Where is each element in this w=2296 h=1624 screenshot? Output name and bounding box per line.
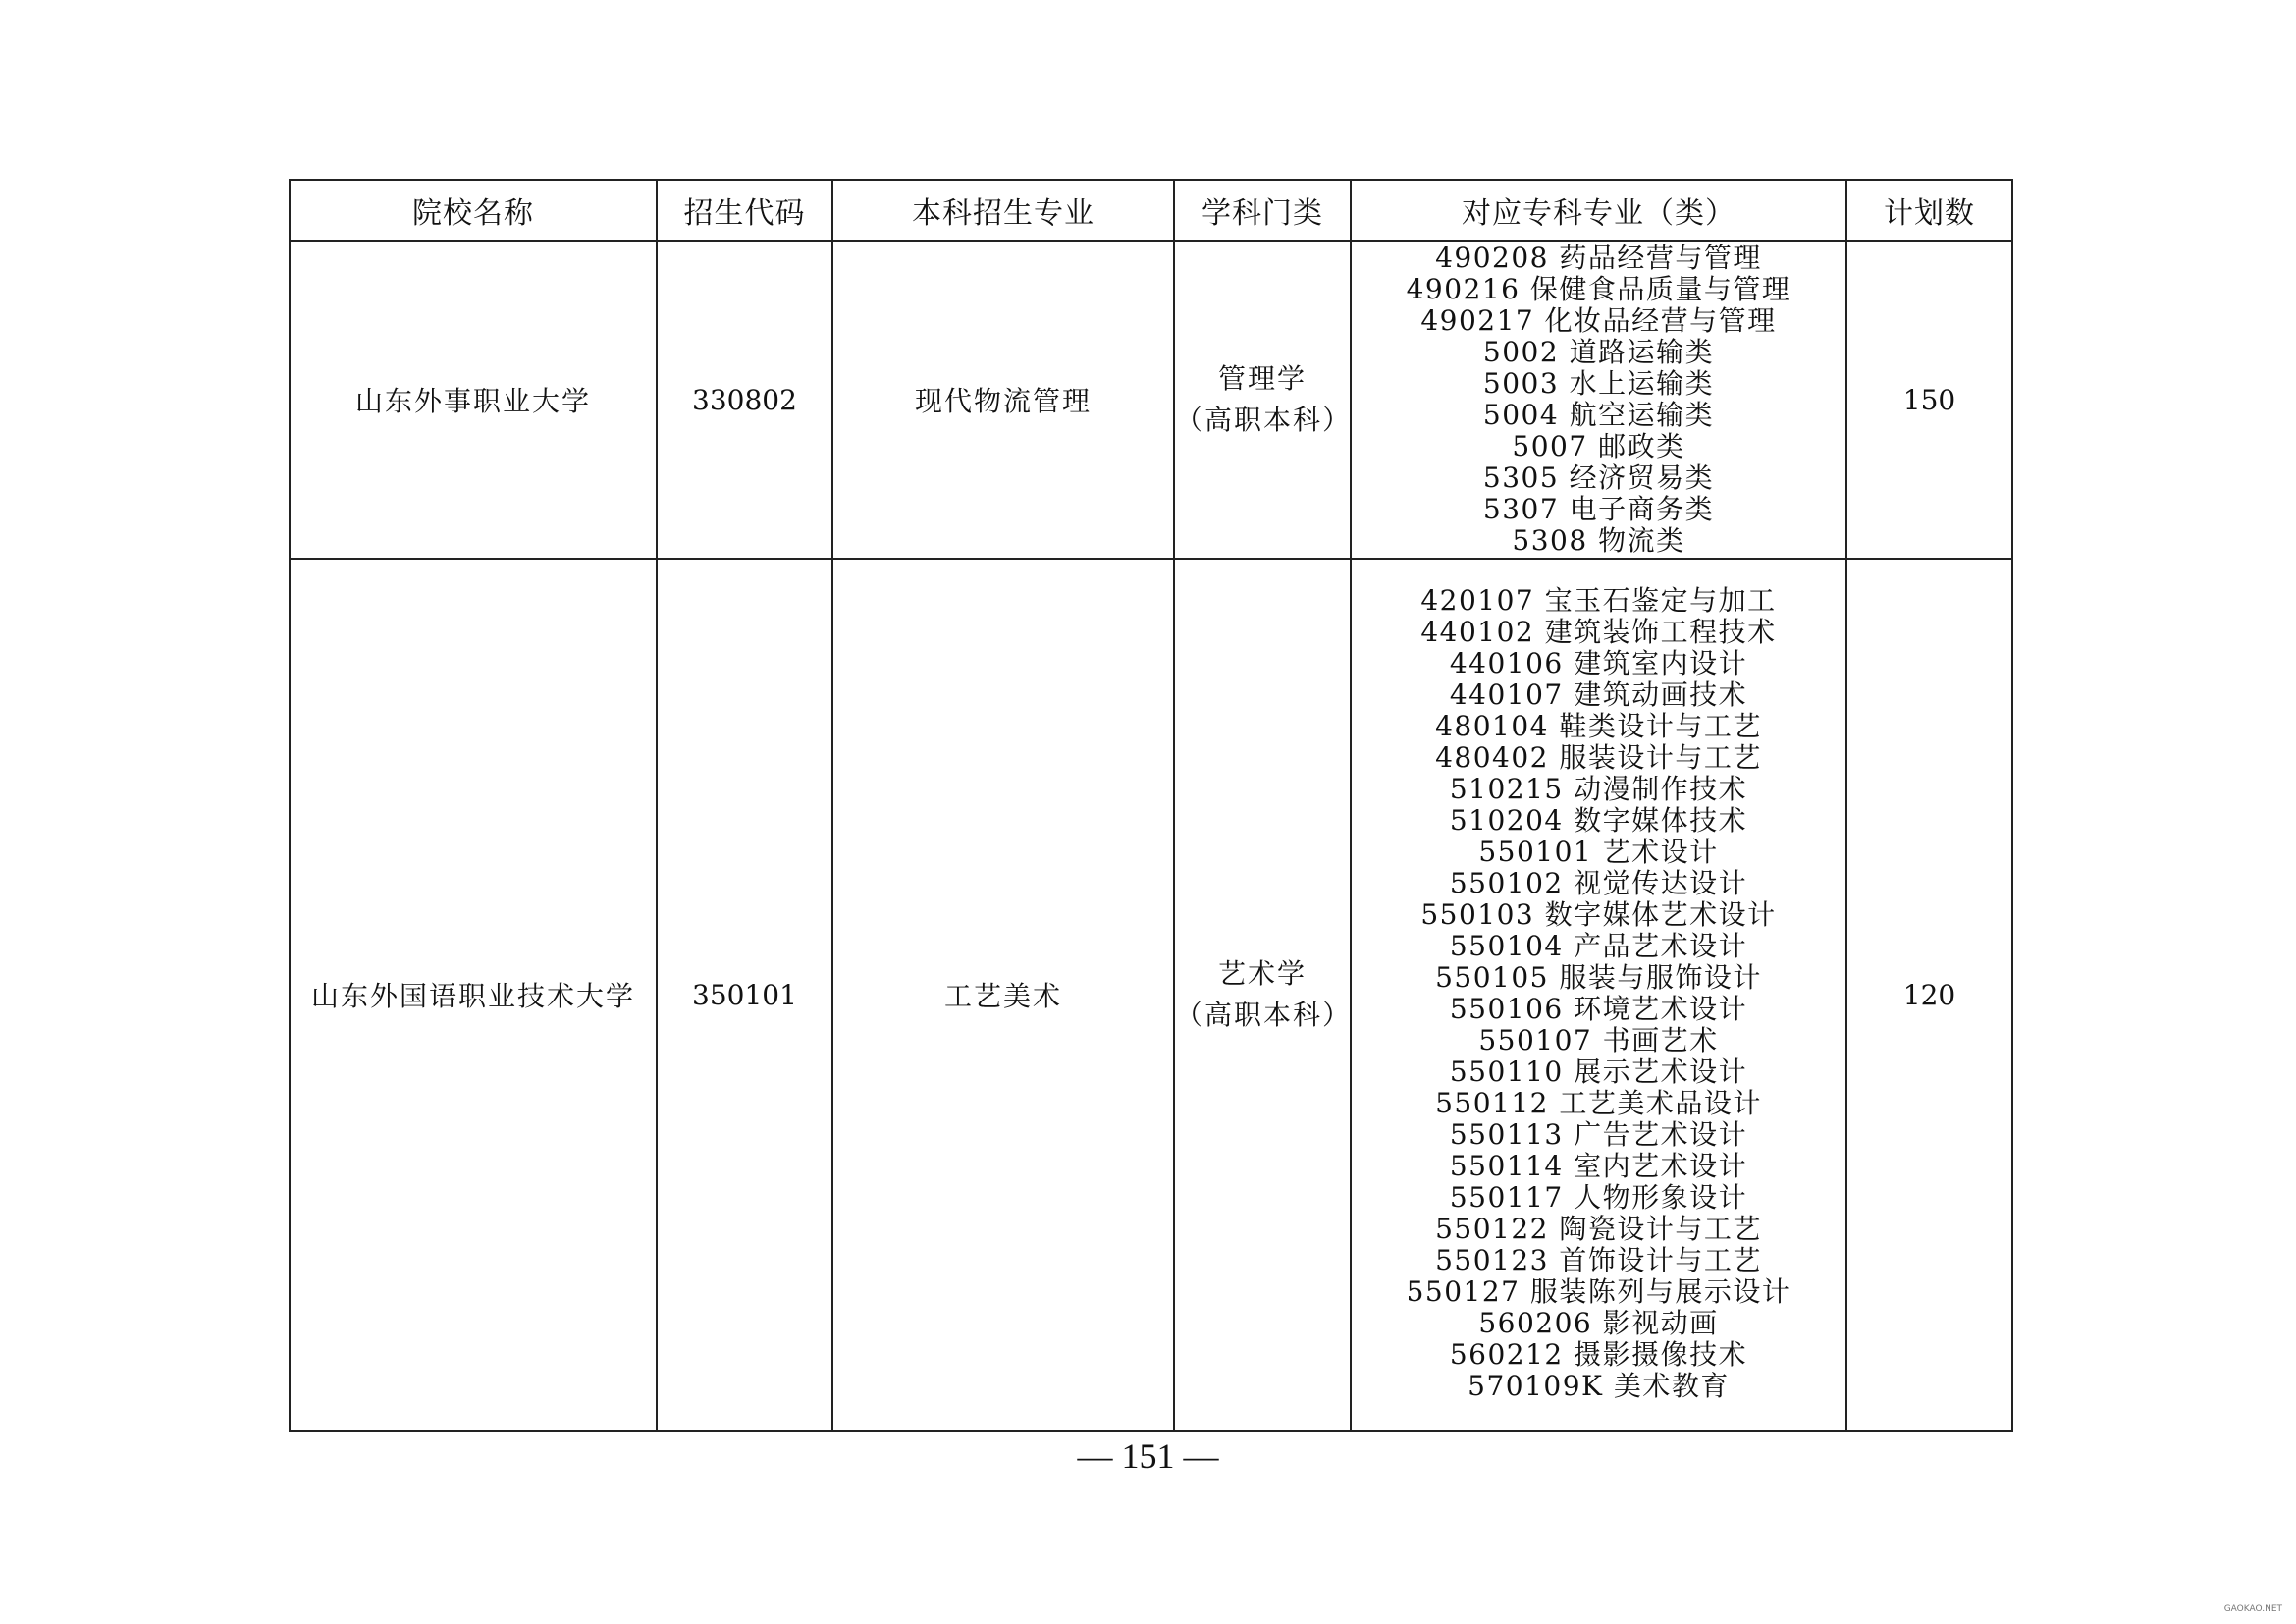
category-name: 艺术学 [1217,957,1307,990]
related-major-item: 560206 影视动画 [1478,1307,1719,1339]
related-major-item: 570109K 美术教育 [1468,1370,1730,1402]
related-major-item: 5307 电子商务类 [1482,493,1715,525]
related-major-item: 550102 视觉传达设计 [1449,867,1748,899]
undergrad-major: 工艺美术 [832,559,1174,1431]
related-majors-list [1351,241,1846,559]
related-major-item: 5007 邮政类 [1512,430,1685,462]
related-major-item: 560212 摄影摄像技术 [1449,1338,1748,1371]
related-major-item: 510204 数字媒体技术 [1449,804,1748,837]
category-name: 管理学 [1217,362,1307,395]
related-major-item: 5003 水上运输类 [1482,367,1715,400]
related-major-item: 550105 服装与服饰设计 [1435,961,1762,994]
header-row [290,180,2012,241]
discipline-category [1174,559,1351,1431]
enrollment-code: 330802 [657,241,832,559]
related-major-item: 440107 建筑动画技术 [1449,678,1748,711]
related-major-item: 440106 建筑室内设计 [1449,647,1748,679]
related-major-item: 550106 环境艺术设计 [1449,993,1748,1025]
related-major-item: 550107 书画艺术 [1478,1024,1719,1056]
related-major-item: 550117 人物形象设计 [1449,1181,1748,1214]
related-major-item: 550127 服装陈列与展示设计 [1406,1275,1791,1308]
discipline-category [1174,241,1351,559]
related-major-item: 510215 动漫制作技术 [1449,773,1748,805]
related-majors-list [1351,559,1846,1431]
category-note: （高职本科） [1175,999,1353,1031]
header-school: 院校名称 [290,180,657,241]
related-major-item: 490208 药品经营与管理 [1435,242,1762,274]
school-name: 山东外事职业大学 [290,241,657,559]
related-major-item: 550123 首饰设计与工艺 [1435,1244,1762,1276]
related-major-item: 5004 航空运输类 [1482,399,1715,431]
page-number: — 151 — [1077,1436,1219,1476]
plan-count: 120 [1846,559,2012,1431]
related-major-item: 550113 广告艺术设计 [1449,1118,1748,1151]
header-related-majors: 对应专科专业（类） [1351,180,1846,241]
related-major-item: 550114 室内艺术设计 [1449,1150,1748,1182]
table-row [290,241,2012,559]
header-category: 学科门类 [1174,180,1351,241]
related-major-item: 440102 建筑装饰工程技术 [1420,616,1777,648]
plan-count: 150 [1846,241,2012,559]
related-major-item: 550104 产品艺术设计 [1449,930,1748,962]
header-major: 本科招生专业 [832,180,1174,241]
related-major-item: 480402 服装设计与工艺 [1435,741,1762,774]
watermark: GAOKAO.NET [2223,1604,2282,1614]
admissions-table [289,179,2013,1432]
category-note: （高职本科） [1175,404,1353,436]
related-major-item: 550110 展示艺术设计 [1449,1056,1748,1088]
related-major-item: 550122 陶瓷设计与工艺 [1435,1213,1762,1245]
related-major-item: 5308 物流类 [1512,524,1685,557]
related-major-item: 550112 工艺美术品设计 [1435,1087,1762,1119]
related-major-item: 490216 保健食品质量与管理 [1406,273,1791,305]
related-major-item: 5305 经济贸易类 [1482,461,1715,494]
related-major-item: 490217 化妆品经营与管理 [1420,304,1777,337]
enrollment-code: 350101 [657,559,832,1431]
school-name: 山东外国语职业技术大学 [290,559,657,1431]
related-major-item: 550101 艺术设计 [1478,836,1719,868]
related-major-item: 420107 宝玉石鉴定与加工 [1420,584,1777,617]
header-plan: 计划数 [1846,180,2012,241]
related-major-item: 480104 鞋类设计与工艺 [1435,710,1762,742]
related-major-item: 5002 道路运输类 [1482,336,1715,368]
related-major-item: 550103 数字媒体艺术设计 [1420,898,1777,931]
header-code: 招生代码 [657,180,832,241]
table-row [290,559,2012,1431]
undergrad-major: 现代物流管理 [832,241,1174,559]
